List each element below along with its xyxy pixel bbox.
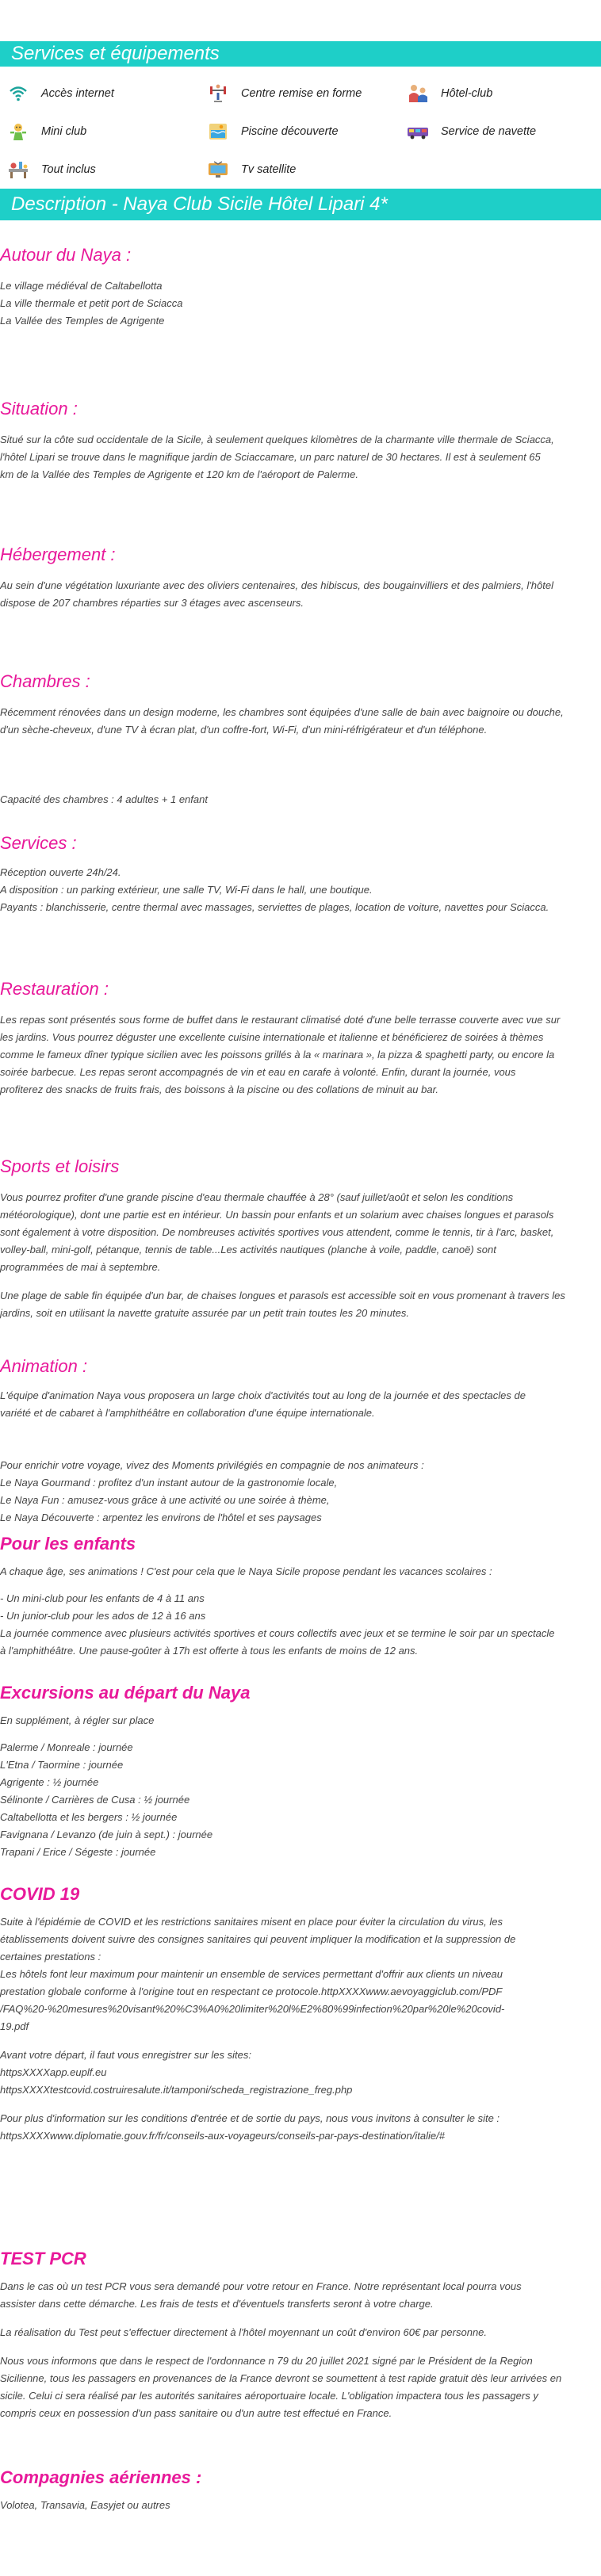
- text-line: Situé sur la côte sud occidentale de la Sicile, à seulement quelques kilomètres de la charmante ville thermale de Sciacca,: [0, 434, 554, 445]
- section-title: Hébergement :: [0, 545, 116, 564]
- section-title: Situation :: [0, 399, 78, 419]
- text-line: météorologique), dont une partie est en intérieur. Un bassin pour enfants et un solarium avec chaises longues et parasols: [0, 1209, 554, 1221]
- text-line: Au sein d'une végétation luxuriante avec des oliviers centenaires, des hibiscus, des bougainvilliers et des palmiers, l'hôtel: [0, 579, 553, 591]
- mini-club-icon: [6, 121, 30, 142]
- section-title: Excursions au départ du Naya: [0, 1683, 251, 1703]
- text-line: Sicilienne, tous les passagers en provenances de la France devront se soumettent à test rapide gratuit dès leur arrivées en: [0, 2372, 562, 2384]
- text-line: Vous pourrez profiter d'une grande piscine d'eau thermale chauffée à 28° (sauf juillet/août et selon les conditions: [0, 1191, 514, 1203]
- text-line: Palerme / Monreale : journée: [0, 1741, 133, 1753]
- section-autour: [0, 244, 601, 330]
- section-title: COVID 19: [0, 1884, 80, 1904]
- fitness-icon: [206, 83, 230, 104]
- text-line: d'un sèche-cheveux, d'une TV à écran plat, d'un coffre-fort, Wi-Fi, d'un mini-réfrigérateur et d'un téléphone.: [0, 724, 488, 736]
- text-line: Favignana / Levanzo (de juin à sept.) : journée: [0, 1829, 213, 1840]
- text-line: A chaque âge, ses animations ! C'est pour cela que le Naya Sicile propose pendant les vacances scolaires :: [0, 1565, 492, 1577]
- text-line: httpsXXXXapp.euplf.eu: [0, 2066, 107, 2078]
- services-header: [0, 41, 601, 67]
- text-line: les jardins. Vous pourrez déguster une excellente cuisine internationale et italienne et bénéficierez de soirées à thèmes: [0, 1031, 544, 1043]
- text-line: sicile. Celui ci sera réalisé par les autorités sanitaires aéroportuaire locale. L'obligation impactera tous les passagers y: [0, 2390, 538, 2402]
- text-line: établissements doivent suivre des consignes sanitaires qui peuvent impliquer la modification et la suppression de: [0, 1933, 516, 1945]
- all-inclusive-icon: [6, 159, 30, 180]
- text-line: prestation globale conforme à l'origine tout en respectant ce protocole.httpXXXXwww.aevoyaggiclub.com/PDF: [0, 1986, 503, 1997]
- text-line: Pour enrichir votre voyage, vivez des Moments privilégiés en compagnie de nos animateurs :: [0, 1459, 424, 1471]
- text-line: En supplément, à régler sur place: [0, 1714, 155, 1726]
- pool-icon: [206, 121, 230, 142]
- shuttle-icon: [406, 121, 430, 142]
- section-title: Animation :: [0, 1356, 88, 1376]
- text-line: dispose de 207 chambres réparties sur 3 étages avec ascenseurs.: [0, 597, 304, 609]
- text-line: httpsXXXXwww.diplomatie.gouv.fr/fr/conseils-aux-voyageurs/conseils-par-pays-destination/italie/#: [0, 2130, 445, 2142]
- section-title: Restauration :: [0, 979, 109, 999]
- text-line: comme le fameux dîner typique sicilien avec les poissons grillés à la « marinara », la pizza & spaghetti party, ou encore la: [0, 1049, 555, 1061]
- service-item-hotel-club: [406, 82, 601, 104]
- text-line: programmées de mai à septembre.: [0, 1261, 161, 1273]
- text-line: L'Etna / Taormine : journée: [0, 1759, 124, 1771]
- section-covid: [0, 1883, 601, 2145]
- text-line: Trapani / Erice / Ségeste : journée: [0, 1846, 156, 1858]
- section-sports: [0, 1156, 601, 1322]
- service-item-all-inclusive: [6, 159, 206, 180]
- service-item-mini-club: [6, 120, 206, 142]
- section-title: Autour du Naya :: [0, 245, 132, 265]
- page: [0, 41, 601, 2540]
- text-line: profiterez des snacks de fruits frais, des boissons à la piscine ou des collations de minuit au bar.: [0, 1084, 439, 1095]
- text-line: Récemment rénovées dans un design moderne, les chambres sont équipées d'une salle de bain avec baignoire ou douche,: [0, 706, 564, 718]
- text-line: Agrigente : ½ journée: [0, 1776, 99, 1788]
- section-title: Chambres :: [0, 671, 90, 691]
- description-title: Description - Naya Club Sicile Hôtel Lipari 4*: [11, 193, 388, 215]
- service-item-fitness: [206, 82, 406, 104]
- text-line: La réalisation du Test peut s'effectuer directement à l'hôtel moyennant un coût d'environ 60€ par personne.: [0, 2326, 488, 2338]
- service-item-internet: [6, 82, 206, 104]
- text-line: Le Naya Découverte : arpentez les environs de l'hôtel et ses paysages: [0, 1512, 322, 1523]
- tv-icon: [206, 159, 230, 180]
- text-line: La ville thermale et petit port de Sciacca: [0, 297, 183, 309]
- text-line: variété et de cabaret à l'amphithéâtre en collaboration d'une équipe internationale.: [0, 1407, 375, 1419]
- service-label: Tv satellite: [241, 162, 297, 176]
- service-label: Accès internet: [41, 86, 114, 100]
- section-title: TEST PCR: [0, 2249, 86, 2268]
- text-line: A disposition : un parking extérieur, une salle TV, Wi-Fi dans le hall, une boutique.: [0, 884, 373, 896]
- text-line: Les repas sont présentés sous forme de buffet dans le restaurant climatisé doté d'une belle terrasse couverte avec vue sur: [0, 1014, 561, 1026]
- text-line: La Vallée des Temples de Agrigente: [0, 315, 165, 327]
- service-item-tv: [206, 159, 406, 180]
- text-line: La journée commence avec plusieurs activités sportives et cours collectifs avec jeux et se termine le soir par un spectacle: [0, 1627, 555, 1639]
- service-label: Tout inclus: [41, 162, 96, 176]
- section-enfants: [0, 1533, 601, 1660]
- text-line: Les hôtels font leur maximum pour maintenir un ensemble de services permettant d'offrir aux clients un niveau: [0, 1968, 503, 1980]
- section-title: Compagnies aériennes :: [0, 2467, 202, 2487]
- service-label: Piscine découverte: [241, 124, 339, 138]
- text-line: httpsXXXXtestcovid.costruiresalute.it/tamponi/scheda_registrazione_freg.php: [0, 2084, 353, 2096]
- text-line: Nous vous informons que dans le respect de l'ordonnance n 79 du 20 juillet 2021 signé par le Président de la Region: [0, 2355, 533, 2367]
- text-line: assister dans cette démarche. Les frais de tests et d'éventuels transferts seront à votre charge.: [0, 2298, 434, 2310]
- section-title: Sports et loisirs: [0, 1156, 120, 1176]
- text-line: Payants : blanchisserie, centre thermal avec massages, serviettes de plages, location de voiture, navettes pour Sciacca.: [0, 901, 549, 913]
- text-line: soirée barbecue. Les repas seront accompagnés de vin et eau en carafe à volonté. Enfin, durant la journée, vous: [0, 1066, 516, 1078]
- text-line: certaines prestations :: [0, 1951, 101, 1963]
- text-line: l'hôtel Lipari se trouve dans le magnifique jardin de Sciaccamare, un parc naturel de 30 hectares. Il est à seulement 65: [0, 451, 541, 463]
- service-label: Mini club: [41, 124, 87, 138]
- text-line: - Un junior-club pour les ados de 12 à 16 ans: [0, 1610, 206, 1622]
- section-excursions: [0, 1682, 601, 1861]
- section-title: Services :: [0, 833, 77, 853]
- section-title: Pour les enfants: [0, 1534, 136, 1554]
- service-label: Service de navette: [441, 124, 537, 138]
- text-line: /FAQ%20-%20mesures%20visant%20%C3%A0%20limiter%20l%E2%80%99infection%20par%20le%20covid-: [0, 2003, 505, 2015]
- wifi-icon: [6, 83, 30, 104]
- section-hebergement: [0, 544, 601, 612]
- section-restauration: [0, 978, 601, 1099]
- service-item-shuttle: [406, 120, 601, 142]
- text-line: Caltabellotta et les bergers : ½ journée: [0, 1811, 178, 1823]
- text-line: Dans le cas où un test PCR vous sera demandé pour votre retour en France. Notre représentant local pourra vous: [0, 2280, 522, 2292]
- services-title: Services et équipements: [11, 43, 220, 64]
- text-line: Une plage de sable fin équipée d'un bar, de chaises longues et parasols est accessible soit en vous promenant à travers les: [0, 1290, 565, 1301]
- services-grid: [0, 67, 601, 180]
- text-line: - Un mini-club pour les enfants de 4 à 11 ans: [0, 1592, 205, 1604]
- text-line: Le Naya Gourmand : profitez d'un instant autour de la gastronomie locale,: [0, 1477, 338, 1489]
- service-label: Centre remise en forme: [241, 86, 362, 100]
- text-line: Sélinonte / Carrières de Cusa : ½ journée: [0, 1794, 190, 1806]
- text-line: Réception ouverte 24h/24.: [0, 866, 121, 878]
- text-line: à l'amphithéâtre. Une pause-goûter à 17h est offerte à tous les enfants de moins de 12 ans.: [0, 1645, 419, 1657]
- text-line: 19.pdf: [0, 2020, 29, 2032]
- text-line: compris ceux en possession d'un pass sanitaire ou d'un autre test effectué en France.: [0, 2407, 392, 2419]
- text-line: jardins, soit en utilisant la navette gratuite assurée par un petit train toutes les 20 minutes.: [0, 1307, 409, 1319]
- text-line: volley-ball, mini-golf, pétanque, tennis de table...Les activités nautiques (planche à voile, paddle, canoë) sont: [0, 1244, 496, 1256]
- text-line: Le village médiéval de Caltabellotta: [0, 280, 163, 292]
- description-header: [0, 189, 601, 220]
- text-line: sont également à votre disposition. De nombreuses activités sportives vous attendent, comme le tennis, tir à l'arc, basket,: [0, 1226, 554, 1238]
- text-line: Avant votre départ, il faut vous enregistrer sur les sites:: [0, 2049, 251, 2061]
- section-situation: [0, 398, 601, 483]
- hotel-club-icon: [406, 83, 430, 104]
- text-line: Pour plus d'information sur les conditions d'entrée et de sortie du pays, nous vous invitons à consulter le site :: [0, 2112, 500, 2124]
- section-services: [0, 832, 601, 916]
- text-line: Suite à l'épidémie de COVID et les restrictions sanitaires misent en place pour éviter la circulation du virus, les: [0, 1916, 503, 1928]
- text-line: Capacité des chambres : 4 adultes + 1 enfant: [0, 793, 208, 805]
- service-item-pool: [206, 120, 406, 142]
- description-content: [0, 220, 601, 2540]
- text-line: L'équipe d'animation Naya vous proposera un large choix d'activités tout au long de la journée et des spectacles de: [0, 1389, 526, 1401]
- service-label: Hôtel-club: [441, 86, 493, 100]
- text-line: Volotea, Transavia, Easyjet ou autres: [0, 2499, 170, 2511]
- text-line: Le Naya Fun : amusez-vous grâce à une activité ou une soirée à thème,: [0, 1494, 330, 1506]
- section-compagnies: [0, 2467, 601, 2514]
- section-chambres: [0, 671, 601, 808]
- section-pcr: [0, 2248, 601, 2422]
- text-line: km de la Vallée des Temples de Agrigente et 120 km de l'aéroport de Palerme.: [0, 468, 358, 480]
- section-animation: [0, 1355, 601, 1527]
